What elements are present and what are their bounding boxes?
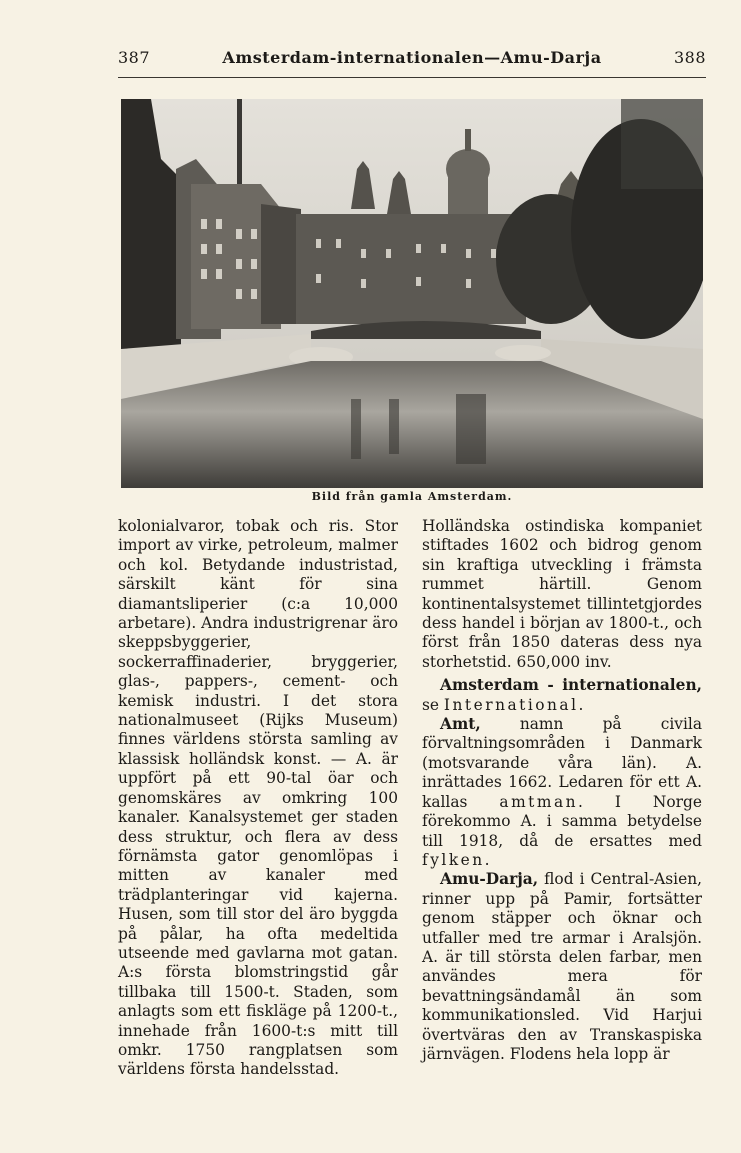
left-column xyxy=(118,517,398,1080)
entry-amu-darja xyxy=(422,870,702,1064)
entry-amsterdam-internationalen xyxy=(422,676,702,715)
entry-amt xyxy=(422,715,702,870)
entry-amt-text-2: . I Norge förekommo A. i samma betydelse till 1918, då de ersattes med xyxy=(422,792,702,850)
header-rule xyxy=(118,77,706,78)
page-number-left: 387 xyxy=(118,48,151,67)
entry-end: . xyxy=(578,695,584,714)
entry-amu-darja-text: flod i Central-Asien, rinner upp på Pamir, fortsätter genom stäpper och öknar och utfaller med tre armar i Aralsjön. A. är till största delen farbar, men användes mera för bevattningsändamål än som kommunikationsled. Vid Harjui övertväras den av Transkaspiska järnvägen. Flodens hela lopp är xyxy=(422,870,702,1063)
term-amtman: amtman xyxy=(499,792,579,811)
see-reference-international: International xyxy=(443,695,579,714)
running-header xyxy=(118,48,706,72)
left-column-text: kolonialvaror, tobak och ris. Stor import av virke, petroleum, malmer och kol. Betydande industristad, särskilt känt för sina diamantsliperier (c:a 10,000 arbetare). Andra industrigrenar äro skeppsbyggerier, sockerraffinaderier, bryggerier, glas-, pappers-, cement- och kemisk industri. I det stora nationalmuseet (Rijks Museum) finnes världens största samling av klassisk holländsk konst. — A. är uppfört på ett 90-tal öar och genomskäres av omkring 100 kanaler. Kanalsystemet ger staden dess struktur, och flera av dess förnämsta gator genomlöpas i mitten av kanaler med trädplanteringar vid kajerna. Husen, som till stor del äro byggda på pålar, ha ofta medeltida utseende med gavlarna mot gatan. A:s första blomstringstid går tillbaka till 1500-t. Staden, som anlagts som ett fiskläge på 1200-t., innehade från 1600-t:s mitt till omkr. 1750 rangplatsen som världens första handelsstad. xyxy=(118,517,398,1079)
right-column xyxy=(422,517,702,1064)
entry-amt-text-1: namn på civila förvaltningsområden i Danmark (motsvarande våra län). A. inrättades 1662. Ledaren för ett A. kallas xyxy=(422,715,702,811)
headword-amt: Amt, xyxy=(440,715,481,734)
headword-amsterdam-internationalen: Amsterdam - internationalen, xyxy=(440,676,702,695)
right-column-intro: Holländska ostindiska kompaniet stiftades 1602 och bidrog genom sin kraftiga utveckling i främsta rummet härtill. Genom kontinentalsystemet tillintetgjordes dess handel i början av 1800-t., och först från 1850 dateras dess nya storhetstid. 650,000 inv. xyxy=(422,517,702,671)
page-number-right: 388 xyxy=(673,48,706,67)
entry-amt-text-3: . xyxy=(484,850,490,869)
photo-caption: Bild från gamla Amsterdam. xyxy=(311,490,513,503)
amsterdam-photo xyxy=(121,99,703,488)
headword-amu-darja: Amu-Darja, xyxy=(440,870,539,889)
term-fylken: fylken xyxy=(422,850,485,869)
see-label: se xyxy=(422,695,440,714)
running-title: Amsterdam-internationalen—Amu-Darja xyxy=(222,48,602,67)
